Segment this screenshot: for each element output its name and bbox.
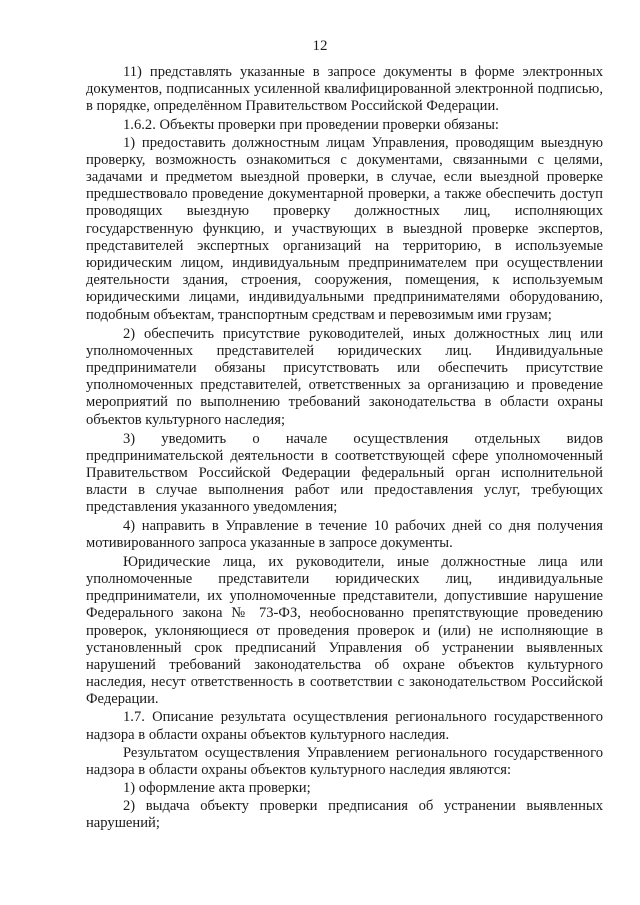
paragraph-result-1: 1) оформление акта проверки;: [123, 780, 311, 797]
paragraph-obligation-3: 3) уведомить о начале осуществления отдельных видов предпринимательской деятельности в соответствующей сфере уполномоченный Правительством Российской Федерации федеральный орган исполнительной власти в случае выполнения работ или предоставления услуг, требующих представления указанного уведомления;: [86, 430, 603, 516]
paragraph-section-1-6-2: 1.6.2. Объекты проверки при проведении проверки обязаны:: [123, 116, 499, 133]
paragraph-item-11: 11) представлять указанные в запросе документы в форме электронных документов, подписанных усиленной квалифицированной электронной подписью, в порядке, определённом Правительством Российской Федерации.: [86, 64, 603, 115]
paragraph-liability: Юридические лица, их руководители, иные должностные лица или уполномоченные представители юридических лиц, индивидуальные предприниматели, их уполномоченные представители, допустившие нарушение Федерального закона № 73-ФЗ, необоснованно препятствующие проведению проверок, уклоняющиеся от проведения проверок и (или) не исполняющие в установленный срок предписаний Управления об устранении выявленных нарушений требований законодательства об охране объектов культурного наследия, несут ответственность в соответствии с законодательством Российской Федерации.: [86, 553, 603, 708]
paragraph-obligation-1: 1) предоставить должностным лицам Управления, проводящим выездную проверку, возможность ознакомиться с документами, связанными с целями, задачами и предметом выездной проверки, в случае, если выездной проверке предшествовало проведение документарной проверки, а также обеспечить доступ проводящих выездную проверку должностных лиц, исполняющих государственную функцию, и участвующих в выездной проверке экспертов, представителей экспертных организаций на территорию, в используемые юридическим лицом, индивидуальным предпринимателем при осуществлении деятельности здания, строения, сооружения, помещения, к используемым юридическими лицами, индивидуальными предпринимателями оборудованию, подобным объектам, транспортным средствам и перевозимым ими грузам;: [86, 134, 603, 323]
paragraph-results-intro: Результатом осуществления Управлением регионального государственного надзора в области охраны объектов культурного наследия являются:: [86, 744, 603, 778]
paragraph-section-1-7: 1.7. Описание результата осуществления регионального государственного надзора в области охраны объектов культурного наследия.: [86, 709, 603, 743]
paragraph-obligation-4: 4) направить в Управление в течение 10 рабочих дней со дня получения мотивированного запроса указанные в запросе документы.: [86, 517, 603, 551]
document-body: [86, 64, 603, 833]
page-number: 12: [312, 38, 328, 54]
paragraph-obligation-2: 2) обеспечить присутствие руководителей, иных должностных лиц или уполномоченных представителей юридических лиц. Индивидуальные предприниматели обязаны присутствовать или обеспечить присутствие уполномоченных представителей, ответственных за организацию и проведение мероприятий по выполнению требований законодательства в области охраны объектов культурного наследия;: [86, 325, 603, 428]
paragraph-result-2: 2) выдача объекту проверки предписания об устранении выявленных нарушений;: [86, 798, 603, 832]
